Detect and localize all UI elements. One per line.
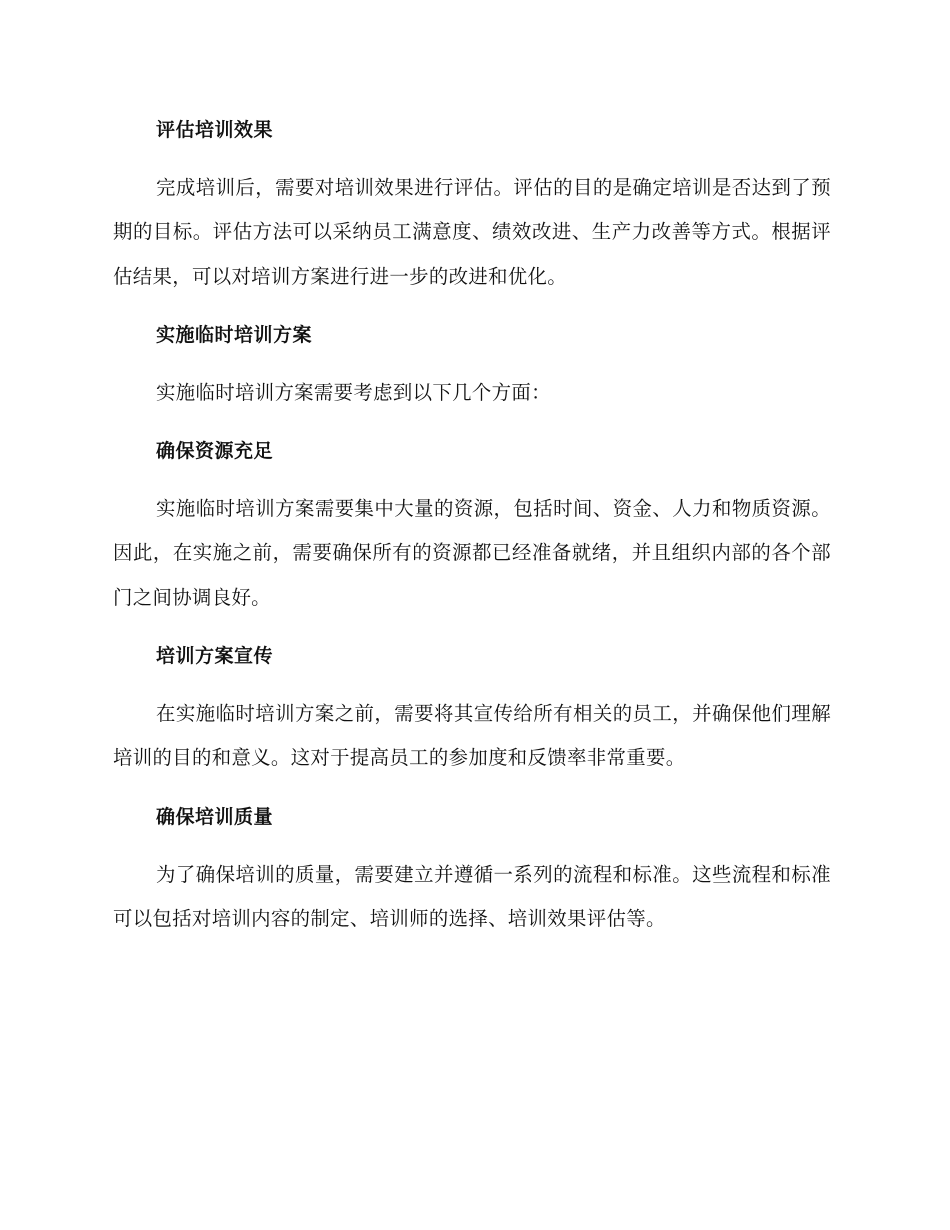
section-heading-implement: 实施临时培训方案 <box>156 323 313 346</box>
document-page <box>113 108 831 941</box>
section-heading-promotion: 培训方案宣传 <box>156 645 274 668</box>
section-paragraph-promotion: 在实施临时培训方案之前，需要将其宣传给所有相关的员工，并确保他们理解培训的目的和意义。这对于提高员工的参加度和反馈率非常重要。 <box>113 702 831 770</box>
section-paragraph-evaluate: 完成培训后，需要对培训效果进行评估。评估的目的是确定培训是否达到了预期的目标。评估方法可以采纳员工满意度、绩效改进、生产力改善等方式。根据评估结果，可以对培训方案进行进一步的改进和优化。 <box>113 176 831 288</box>
section-heading-resources: 确保资源充足 <box>156 440 274 463</box>
section-heading-evaluate: 评估培训效果 <box>156 119 274 141</box>
section-paragraph-implement: 实施临时培训方案需要考虑到以下几个方面： <box>156 380 551 404</box>
section-paragraph-quality: 为了确保培训的质量，需要建立并遵循一系列的流程和标准。这些流程和标准可以包括对培训内容的制定、培训师的选择、培训效果评估等。 <box>113 862 831 930</box>
section-paragraph-resources: 实施临时培训方案需要集中大量的资源，包括时间、资金、人力和物质资源。因此，在实施之前，需要确保所有的资源都已经准备就绪，并且组织内部的各个部门之间协调良好。 <box>113 497 831 609</box>
section-heading-quality: 确保培训质量 <box>156 805 274 828</box>
